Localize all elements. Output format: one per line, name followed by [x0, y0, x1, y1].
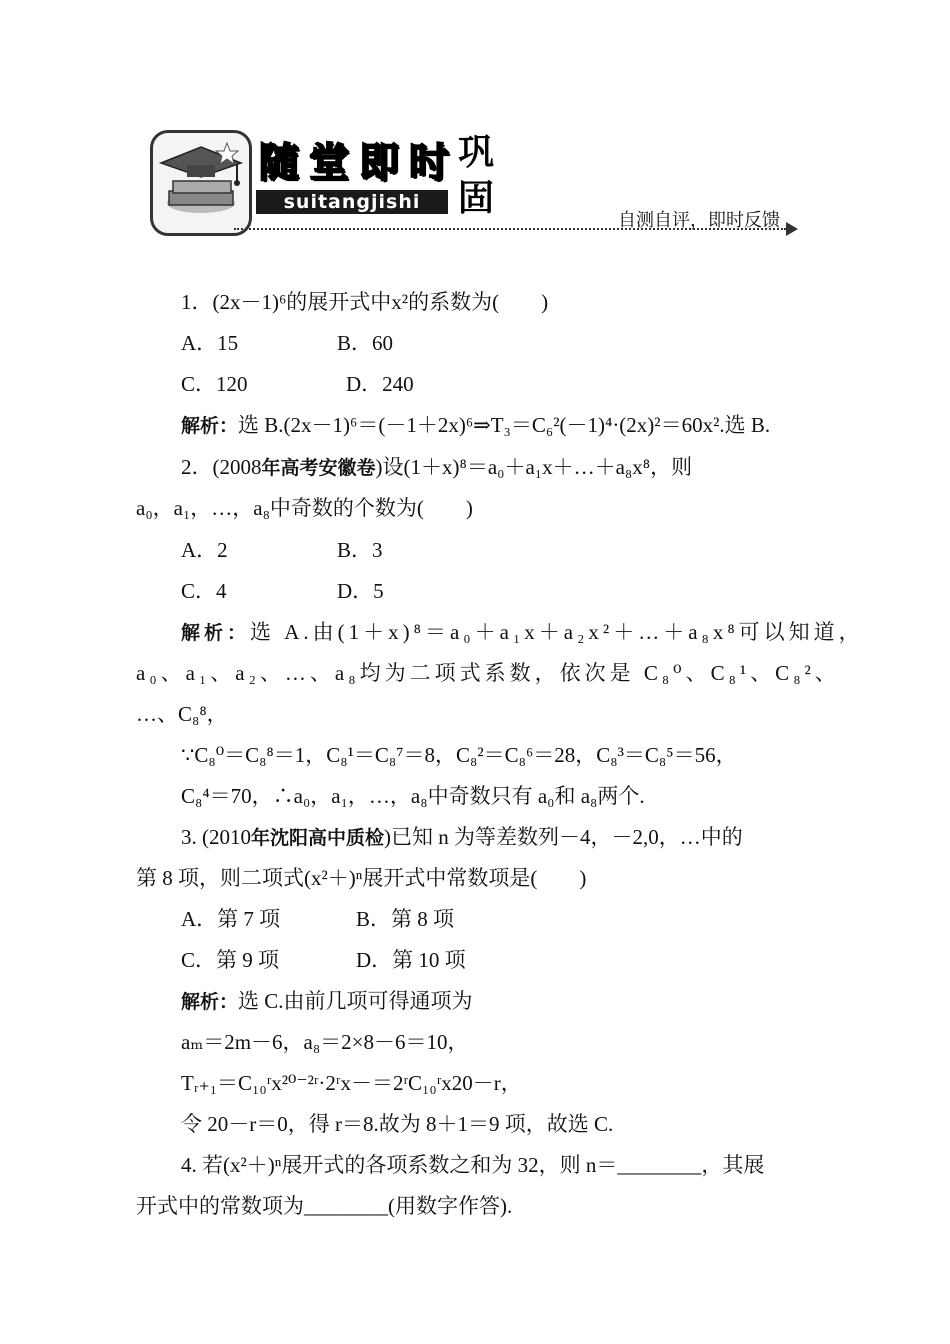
analysis-text: 选 A.由(1＋x)⁸＝a₀＋a₁x＋a₂x²＋…＋a₈x⁸可以知道，	[250, 620, 864, 644]
analysis-text: 选 C.由前几项可得通项为	[238, 989, 473, 1013]
q2-analysis-line4: ∵C₈⁰＝C₈⁸＝1，C₈¹＝C₈⁷＝8，C₈²＝C₈⁶＝28，C₈³＝C₈⁵＝56，	[181, 743, 737, 767]
q2-analysis-line1	[181, 618, 864, 647]
q3-analysis-line2: aₘ＝2m－6，a₈＝2×8－6＝10，	[181, 1030, 469, 1054]
q1-option-a: A．15	[181, 331, 239, 355]
q3-option-b: B．第 8 项	[356, 907, 455, 931]
q3-analysis-line4: 令 20－r＝0，得 r＝8.故为 8＋1＝9 项，故选 C.	[181, 1112, 614, 1136]
q3-number: 3. (2010	[181, 825, 251, 849]
banner-dotted-rule	[234, 228, 786, 230]
banner-title-char: 随	[259, 140, 299, 186]
banner-slogan: 自测自评，即时反馈	[618, 210, 780, 231]
q4-stem-line2: 开式中的常数项为________(用数字作答).	[136, 1194, 513, 1218]
q2-option-c: C．4	[181, 579, 227, 603]
banner-title-char: 即	[359, 140, 399, 186]
q3-stem-line1	[181, 823, 743, 852]
q2-analysis-line2: a₀、a₁、a₂、…、a₈均为二项式系数，依次是 C₈⁰、C₈¹、C₈²、	[136, 661, 840, 685]
banner-side-char: 巩	[457, 132, 494, 173]
graduation-cap-books-icon	[153, 133, 249, 233]
q1-stem: 1．(2x－1)⁶的展开式中x²的系数为( )	[181, 290, 549, 314]
logo	[150, 130, 252, 236]
q2-number: 2．(2008	[181, 455, 262, 479]
q3-stem-line2: 第 8 项，则二项式(x²＋)ⁿ展开式中常数项是( )	[136, 866, 587, 890]
q1-option-c: C．120	[181, 372, 248, 396]
banner-pinyin: suitangjishi	[256, 190, 448, 214]
q1-option-b: B．60	[337, 331, 394, 355]
q2-source: 年高考安徽卷	[261, 457, 376, 479]
banner-side-char: 固	[457, 178, 494, 219]
banner-title	[256, 140, 456, 188]
q2-stem-line1	[181, 453, 692, 482]
q3-source: 年沈阳高中质检	[251, 827, 385, 849]
banner-side-chars	[456, 130, 496, 222]
q2-analysis-line3: …、C₈⁸，	[136, 702, 228, 726]
q3-option-a: A．第 7 项	[181, 907, 281, 931]
analysis-text: 选 B.(2x－1)⁶＝(－1＋2x)⁶⇒T₃＝C₆²(－1)⁴·(2x)²＝60x².选 B.	[238, 413, 771, 437]
q1-analysis	[181, 411, 770, 440]
q1-option-d: D．240	[346, 372, 414, 396]
q3-analysis-line3: Tᵣ₊₁＝C₁₀ʳx²⁰⁻²ʳ·2ʳx－＝2ʳC₁₀ʳx20－r，	[181, 1071, 522, 1095]
analysis-label: 解析：	[181, 415, 239, 437]
q3-option-c: C．第 9 项	[181, 948, 280, 972]
arrow-right-icon	[786, 222, 798, 236]
q2-option-a: A．2	[181, 538, 228, 562]
q3-option-d: D．第 10 项	[356, 948, 466, 972]
banner-title-char: 时	[409, 140, 449, 186]
q2-stem-line2: a₀，a₁，…，a₈中奇数的个数为( )	[136, 496, 473, 520]
analysis-label: 解析：	[181, 622, 251, 644]
section-banner	[150, 128, 810, 240]
q4-stem-line1: 4. 若(x²＋)ⁿ展开式的各项系数之和为 32，则 n＝________，其展	[181, 1153, 765, 1177]
q2-option-d: D．5	[337, 579, 384, 603]
q3-analysis-line1	[181, 987, 473, 1016]
q2-stem-text: )设(1＋x)⁸＝a₀＋a₁x＋…＋a₈x⁸，则	[375, 455, 693, 479]
analysis-label: 解析：	[181, 991, 239, 1013]
banner-title-char: 堂	[309, 140, 349, 186]
q2-option-b: B．3	[337, 538, 383, 562]
q2-analysis-line5: C₈⁴＝70，∴a₀，a₁，…，a₈中奇数只有 a₀和 a₈两个.	[181, 784, 645, 808]
q3-stem-text: )已知 n 为等差数列－4，－2,0，…中的	[384, 825, 743, 849]
